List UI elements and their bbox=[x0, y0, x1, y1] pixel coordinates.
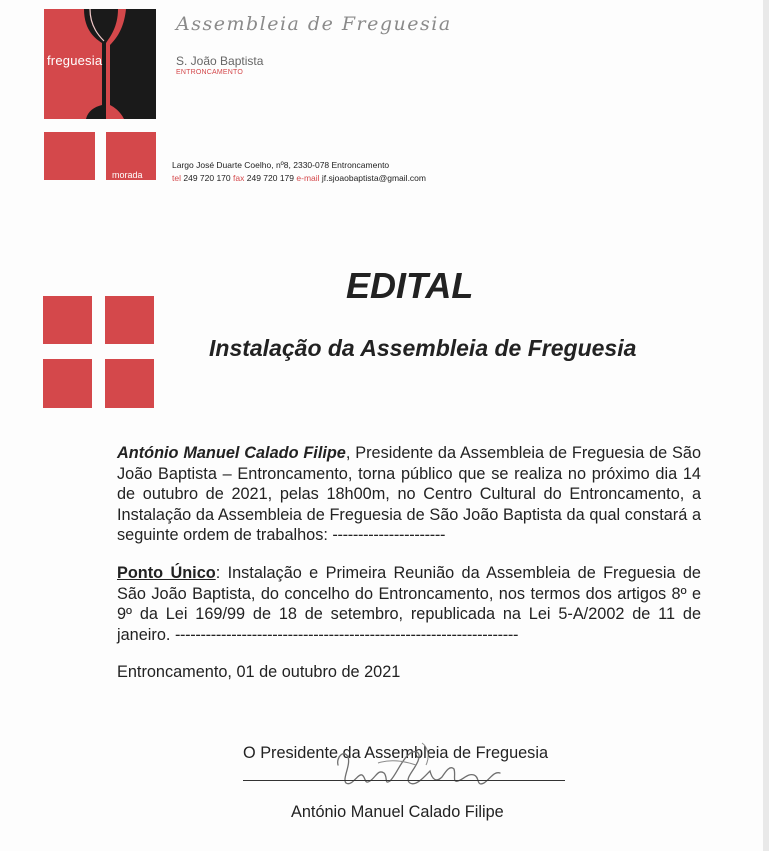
signature-line bbox=[243, 780, 565, 781]
decor-square-1 bbox=[43, 296, 92, 344]
handwritten-signature bbox=[318, 735, 518, 795]
header-title: Assembleia de Freguesia bbox=[176, 13, 452, 35]
header-subtitle-small: ENTRONCAMENTO bbox=[176, 69, 244, 76]
decor-square-2 bbox=[105, 296, 154, 344]
announcement-text: , Presidente da Assembleia de Freguesia de São João Baptista – Entroncamento, torna público que se realiza no próximo dia 14 de outubro de 2021, pelas 18h00m, no Centro Cultural do Entroncamento, a Instalação da Assembleia de Freguesia de São João Baptista da qual constará a seguinte ordem de trabalhos: bbox=[117, 444, 702, 544]
header-subtitle: S. João Baptista bbox=[176, 54, 264, 68]
signatory-name: António Manuel Calado Filipe bbox=[291, 803, 504, 821]
date-line: Entroncamento, 01 de outubro de 2021 bbox=[117, 663, 401, 681]
paragraph-announcement bbox=[117, 443, 701, 546]
agenda-label: Ponto Único bbox=[117, 564, 216, 582]
fax-label: fax bbox=[233, 173, 245, 183]
tel-label: tel bbox=[172, 173, 181, 183]
email-value: jf.sjoaobaptista@gmail.com bbox=[321, 173, 426, 183]
contact-line bbox=[172, 173, 426, 183]
agenda-text: : Instalação e Primeira Reunião da Assembleia de Freguesia de São João Baptista, do concelho do Entroncamento, nos termos dos artigos 8º e 9º da Lei 169/99 de 18 de setembro, republicada na Lei 5-A/2002 de 11 de janeiro. bbox=[117, 564, 701, 644]
tel-value: 249 720 170 bbox=[183, 173, 231, 183]
president-name: António Manuel Calado Filipe bbox=[117, 444, 346, 462]
freguesia-logo bbox=[44, 9, 156, 119]
filler-dashes: ------------------------------------------------------------------- bbox=[174, 625, 519, 644]
email-label: e-mail bbox=[296, 173, 320, 183]
filler-dashes: ---------------------- bbox=[332, 526, 446, 544]
fax-value: 249 720 179 bbox=[246, 173, 295, 183]
decor-square-4 bbox=[105, 359, 154, 408]
signature-title: O Presidente da Assembleia de Freguesia bbox=[243, 744, 548, 762]
document-title: EDITAL bbox=[346, 265, 474, 306]
paragraph-agenda bbox=[117, 563, 701, 645]
address-line: Largo José Duarte Coelho, nº8, 2330-078 Entroncamento bbox=[172, 160, 390, 170]
logo-caption: morada bbox=[112, 170, 143, 180]
page-edge bbox=[763, 0, 769, 851]
logo-square-left bbox=[44, 132, 95, 180]
logo-text: freguesia bbox=[47, 53, 103, 68]
document-subtitle: Instalação da Assembleia de Freguesia bbox=[209, 335, 637, 361]
decor-square-3 bbox=[43, 359, 92, 408]
